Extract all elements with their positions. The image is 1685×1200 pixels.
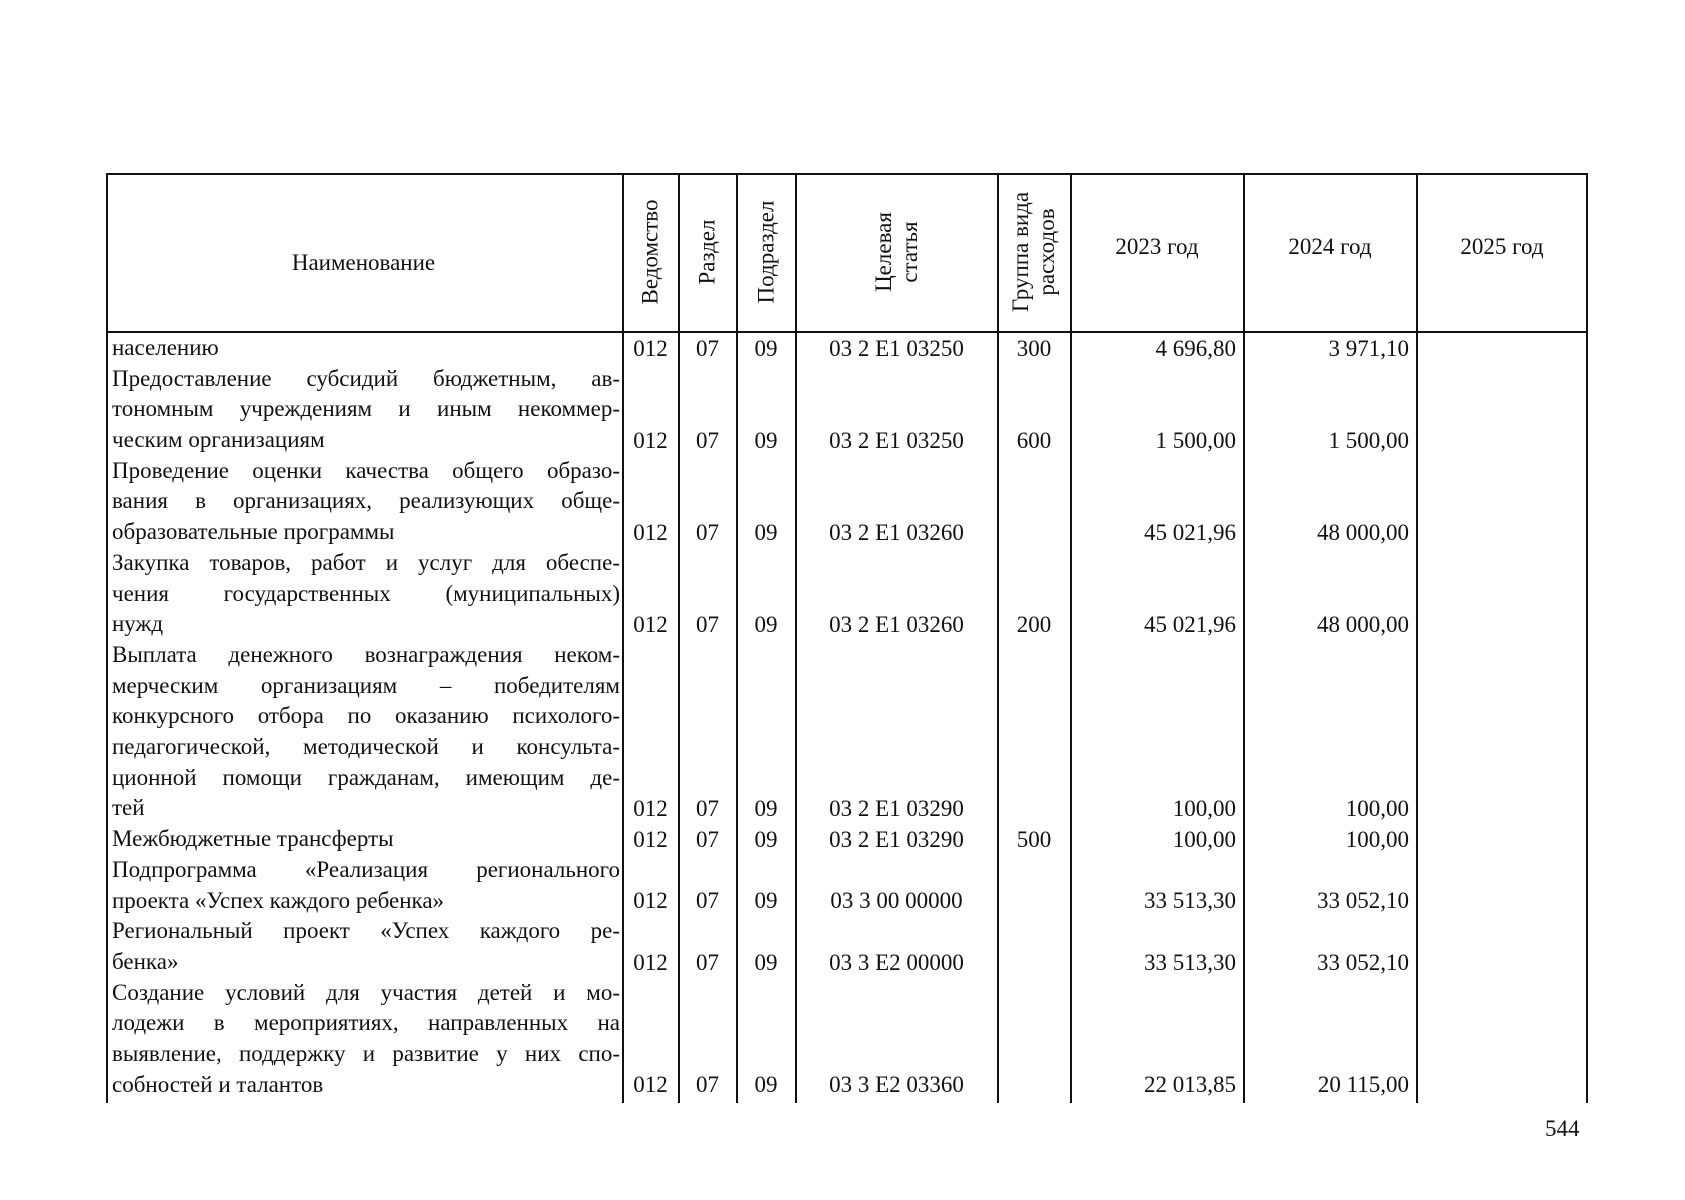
row-name-line: мерческим организациям – победителям (112, 672, 620, 698)
cell-celevaya: 03 2 Е1 03260 (829, 519, 964, 545)
cell-podrazdel: 09 (754, 335, 778, 361)
col-border-right (1586, 173, 1588, 1103)
row-name-line: вания в организациях, реализующих обще- (112, 488, 620, 514)
cell-celevaya: 03 3 00 00000 (830, 888, 963, 914)
cell-gruppa: 300 (1016, 335, 1052, 361)
table-row (106, 916, 1587, 977)
cell-2024: 48 000,00 (1317, 519, 1409, 545)
table-row (106, 456, 1587, 548)
cell-2024: 3 971,10 (1328, 335, 1409, 361)
header-2023: 2023 год (1115, 234, 1199, 259)
row-name-line: Подпрограмма «Реализация регионального (112, 856, 620, 882)
col-border-7 (1243, 173, 1245, 1103)
cell-podrazdel: 09 (754, 888, 778, 914)
row-name-line: выявление, поддержку и развитие у них спо- (112, 1041, 620, 1067)
header-bottom-border (106, 331, 1587, 333)
cell-vedomstvo: 012 (633, 427, 668, 453)
cell-podrazdel: 09 (754, 519, 778, 545)
table-row (106, 640, 1587, 824)
row-name-line: собностей и талантов (112, 1071, 324, 1097)
header-celevaya-text: Целевая статья (870, 212, 922, 292)
header-2024: 2024 год (1288, 234, 1372, 259)
cell-celevaya: 03 2 Е1 03290 (829, 826, 964, 852)
table-row (106, 364, 1587, 456)
cell-vedomstvo: 012 (633, 335, 668, 361)
cell-2023: 33 513,30 (1144, 949, 1236, 975)
col-border-4 (795, 173, 797, 1103)
table-top-border (106, 173, 1587, 175)
table-row (106, 855, 1587, 916)
col-border-1 (622, 173, 624, 1103)
header-razdel (679, 173, 736, 331)
row-name-line: чения государственных (муниципальных) (112, 580, 620, 606)
cell-2023: 1 500,00 (1155, 427, 1236, 453)
row-name-line: Выплата денежного вознаграждения неком- (112, 641, 620, 667)
row-name-line: тей (112, 795, 145, 821)
cell-celevaya: 03 3 Е2 00000 (829, 949, 964, 975)
row-name-line: Закупка товаров, работ и услуг для обеспе- (112, 549, 620, 575)
cell-podrazdel: 09 (754, 949, 778, 975)
col-border-8 (1416, 173, 1418, 1103)
cell-gruppa: 200 (1016, 611, 1052, 637)
cell-2024: 1 500,00 (1328, 427, 1409, 453)
cell-vedomstvo: 012 (633, 796, 668, 822)
cell-razdel: 07 (696, 519, 719, 545)
cell-gruppa: 600 (1016, 427, 1052, 453)
row-name (112, 855, 620, 916)
header-podrazdel-text: Подраздел (753, 200, 779, 304)
header-gruppa-text: Группа вида расходов (1008, 191, 1060, 313)
cell-vedomstvo: 012 (633, 949, 668, 975)
budget-table (106, 173, 1587, 1103)
cell-podrazdel: 09 (754, 427, 778, 453)
row-name (112, 456, 620, 548)
cell-razdel: 07 (696, 949, 719, 975)
cell-2023: 4 696,80 (1155, 335, 1236, 361)
row-name-line: нужд (112, 611, 164, 637)
cell-podrazdel: 09 (754, 796, 778, 822)
cell-2024: 48 000,00 (1317, 611, 1409, 637)
cell-2024: 100,00 (1345, 796, 1409, 822)
header-gruppa (998, 173, 1070, 331)
cell-podrazdel: 09 (754, 611, 778, 637)
cell-celevaya: 03 3 Е2 03360 (829, 1072, 964, 1098)
col-border-6 (1070, 173, 1072, 1103)
cell-gruppa: 500 (1016, 826, 1052, 852)
row-name-line: Межбюджетные трансферты (112, 826, 394, 852)
row-name (112, 640, 620, 824)
row-name-line: конкурсного отбора по оказанию психолого- (112, 703, 620, 729)
cell-razdel: 07 (696, 427, 719, 453)
row-name-line: проекта «Успех каждого ребенка» (112, 887, 445, 913)
cell-vedomstvo: 012 (633, 611, 668, 637)
col-border-left (106, 173, 108, 1103)
cell-2023: 45 021,96 (1144, 611, 1236, 637)
cell-razdel: 07 (696, 796, 719, 822)
header-razdel-text: Раздел (694, 219, 720, 285)
header-vedomstvo-text: Ведомство (637, 199, 663, 305)
row-name-line: ционной помощи гражданам, имеющим де- (112, 764, 620, 790)
row-name-line: Создание условий для участия детей и мо- (112, 979, 620, 1005)
cell-2023: 100,00 (1172, 796, 1236, 822)
col-border-2 (678, 173, 680, 1103)
cell-celevaya: 03 2 Е1 03290 (829, 796, 964, 822)
cell-razdel: 07 (696, 826, 719, 852)
cell-2024: 20 115,00 (1317, 1072, 1409, 1098)
row-name-line: Региональный проект «Успех каждого ре- (112, 918, 620, 944)
header-name: Наименование (291, 250, 436, 275)
table-row (106, 548, 1587, 640)
cell-2023: 22 013,85 (1144, 1072, 1236, 1098)
cell-2024: 33 052,10 (1317, 949, 1409, 975)
row-name-line: бенка» (112, 948, 179, 974)
cell-vedomstvo: 012 (633, 826, 668, 852)
cell-2024: 100,00 (1345, 826, 1409, 852)
cell-podrazdel: 09 (754, 1072, 778, 1098)
row-name (112, 916, 620, 977)
cell-vedomstvo: 012 (633, 519, 668, 545)
cell-celevaya: 03 2 Е1 03250 (829, 427, 964, 453)
table-row (106, 333, 1587, 364)
table-row (106, 824, 1587, 855)
row-name (112, 333, 620, 364)
row-name-line: Предоставление субсидий бюджетным, ав- (112, 365, 620, 391)
cell-podrazdel: 09 (754, 826, 778, 852)
row-name (112, 824, 620, 855)
cell-2023: 45 021,96 (1144, 519, 1236, 545)
cell-celevaya: 03 2 Е1 03250 (829, 335, 964, 361)
col-border-5 (997, 173, 999, 1103)
cell-2023: 100,00 (1172, 826, 1236, 852)
row-name-line: тономным учреждениям и иным некоммер- (112, 396, 620, 422)
cell-razdel: 07 (696, 335, 719, 361)
row-name (112, 548, 620, 640)
row-name (112, 978, 620, 1101)
row-name-line: образовательные программы (112, 519, 395, 545)
row-name-line: населению (112, 334, 219, 360)
cell-2024: 33 052,10 (1317, 888, 1409, 914)
table-row (106, 978, 1587, 1101)
row-name (112, 364, 620, 456)
cell-vedomstvo: 012 (633, 888, 668, 914)
header-2025: 2025 год (1460, 234, 1544, 259)
cell-celevaya: 03 2 Е1 03260 (829, 611, 964, 637)
col-border-3 (736, 173, 738, 1103)
row-name-line: лодежи в мероприятиях, направленных на (112, 1010, 620, 1036)
header-vedomstvo (623, 173, 678, 331)
cell-razdel: 07 (696, 1072, 719, 1098)
cell-razdel: 07 (696, 611, 719, 637)
header-celevaya (796, 173, 997, 331)
row-name-line: Проведение оценки качества общего образо- (112, 457, 620, 483)
row-name-line: ческим организациям (112, 427, 325, 453)
cell-vedomstvo: 012 (633, 1072, 668, 1098)
cell-razdel: 07 (696, 888, 719, 914)
page-number: 544 (1545, 1116, 1580, 1141)
cell-2023: 33 513,30 (1144, 888, 1236, 914)
header-podrazdel (737, 173, 795, 331)
row-name-line: педагогической, методической и консульта- (112, 734, 620, 760)
